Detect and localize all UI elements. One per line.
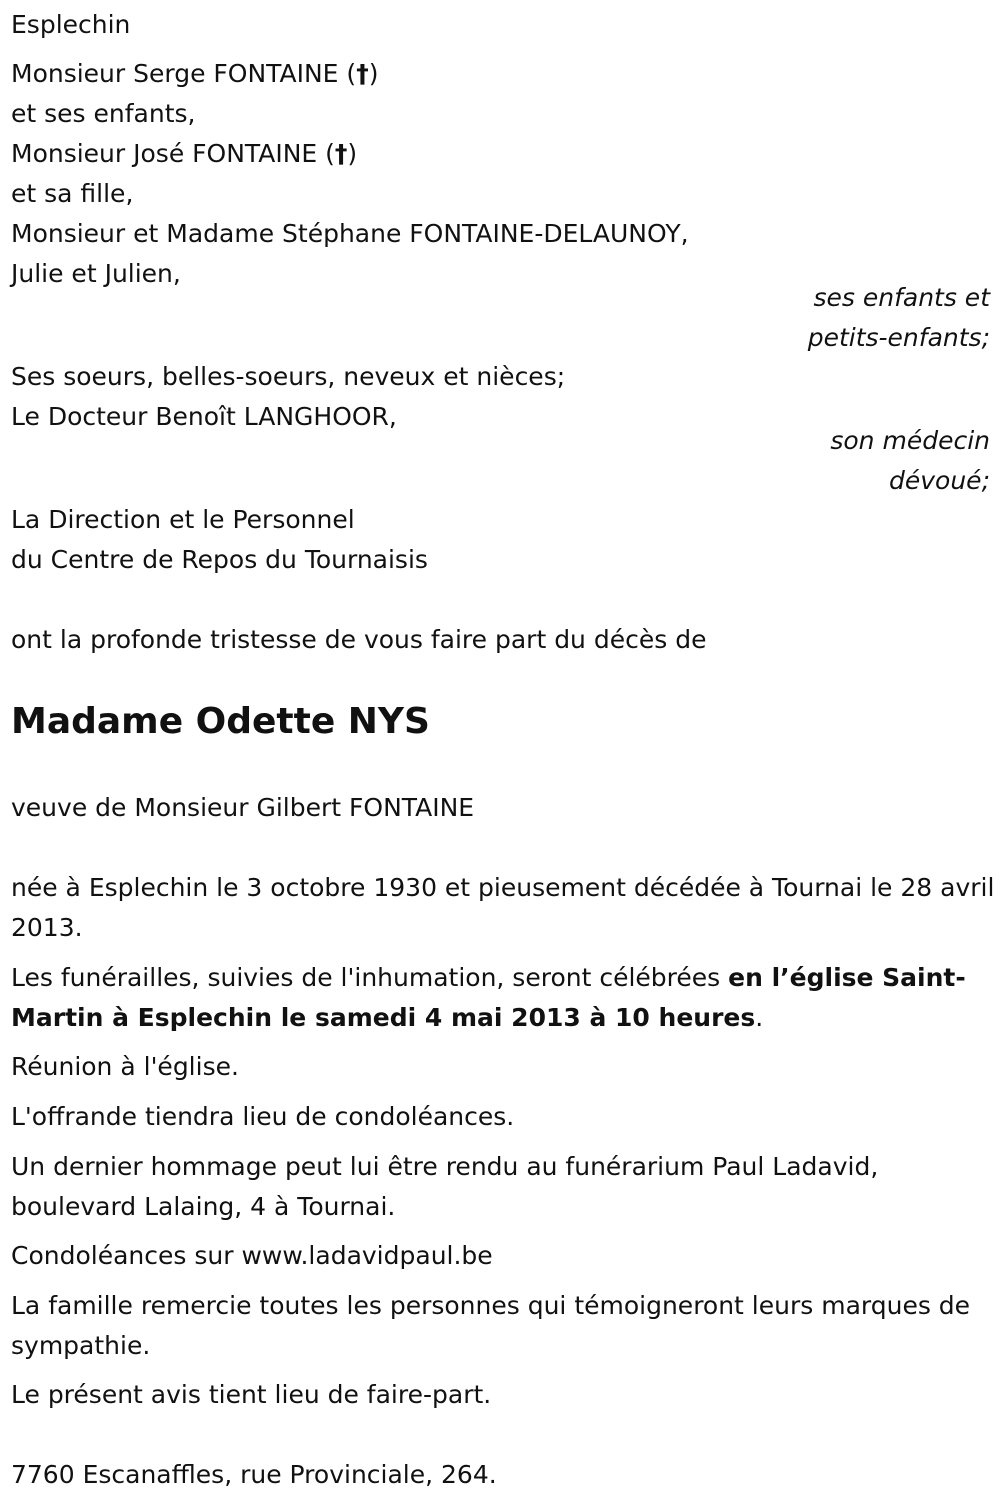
funeral-text [11,958,996,1038]
town-name: Esplechin [11,10,131,39]
funeral-intro: Les funérailles, suivies de l'inhumation, seront célébrées [11,963,729,992]
family-jose-text: Monsieur José FONTAINE ( [11,139,335,168]
family-role-line1: ses enfants et [813,283,990,312]
notice-text: Le présent avis tient lieu de faire-part. [11,1380,492,1409]
funeral-end: . [755,1003,764,1032]
family-serge-children: et ses enfants, [11,99,196,128]
birth-death-text: née à Esplechin le 3 octobre 1930 et pieusement décédée à Tournai le 28 avril 2013. [11,873,995,942]
thanks-text: La famille remercie toutes les personnes qui témoigneront leurs marques de sympathie. [11,1291,971,1360]
institution-line2: du Centre de Repos du Tournaisis [11,545,428,574]
offering-text: L'offrande tiendra lieu de condoléances. [11,1102,515,1131]
address-text: 7760 Escanaffles, rue Provinciale, 264. [11,1460,497,1489]
widow-of: veuve de Monsieur Gilbert FONTAINE [11,793,475,822]
family-jose [11,134,357,174]
family-serge [11,54,378,94]
cross-icon: † [356,59,369,88]
institution-line1: La Direction et le Personnel [11,505,355,534]
family-jose-daughter: et sa fille, [11,179,134,208]
homage-text: Un dernier hommage peut lui être rendu au funérarium Paul Ladavid, boulevard Lalaing, 4 à Tournai. [11,1152,879,1221]
funeral-details: en l’église Saint-Martin à Esplechin le samedi 4 mai 2013 à 10 heures [11,963,966,1032]
meeting-text: Réunion à l'église. [11,1052,239,1081]
family-julie-julien: Julie et Julien, [11,259,181,288]
condolences-text: Condoléances sur www.ladavidpaul.be [11,1241,493,1270]
family-role-line2: petits-enfants; [807,323,990,352]
doctor-role-line2: dévoué; [889,466,990,495]
family-stephane: Monsieur et Madame Stéphane FONTAINE-DELAUNOY, [11,219,689,248]
announcement-text: ont la profonde tristesse de vous faire part du décès de [11,625,707,654]
relatives-doctor: Le Docteur Benoît LANGHOOR, [11,402,397,431]
close-paren: ) [347,139,358,168]
close-paren: ) [368,59,379,88]
relatives-siblings: Ses soeurs, belles-soeurs, neveux et nièces; [11,362,566,391]
doctor-role-line1: son médecin [830,426,990,455]
cross-icon: † [334,139,348,168]
family-serge-text: Monsieur Serge FONTAINE ( [11,59,357,88]
deceased-name: Madame Odette NYS [11,701,430,742]
